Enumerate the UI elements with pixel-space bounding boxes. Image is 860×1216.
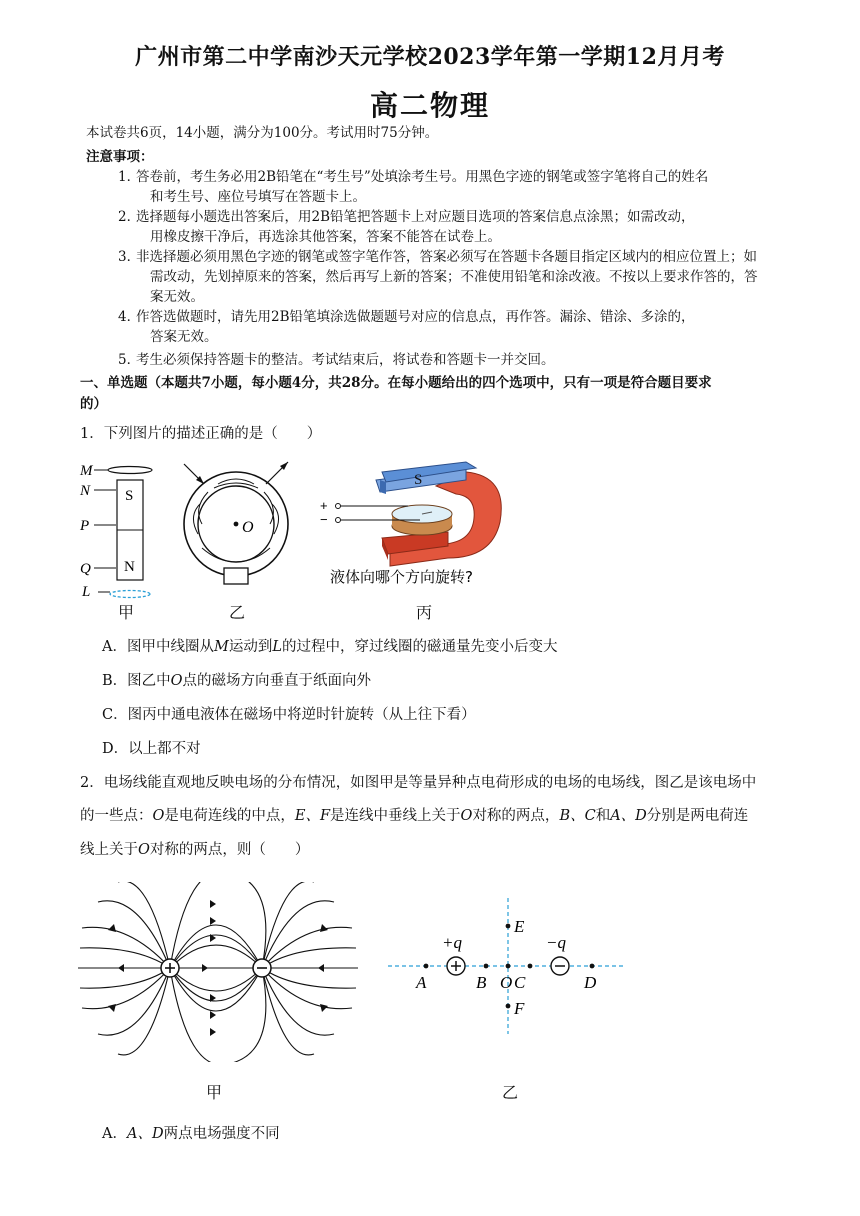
label-a: A xyxy=(416,973,427,992)
pole-n: N xyxy=(124,559,135,575)
label-p: P xyxy=(80,518,90,534)
option-text: 图丙中通电液体在磁场中将逆时针旋转（从上往下看） xyxy=(127,707,476,723)
label-m: M xyxy=(80,463,93,479)
option-label: A． xyxy=(102,639,127,655)
q1-option-a xyxy=(102,637,557,657)
q2-caption-jia: 甲 xyxy=(206,1083,223,1102)
q2-figure-jia xyxy=(78,882,358,1062)
label-o: O xyxy=(242,519,254,536)
option-text-pre: 图甲中线圈从 xyxy=(126,639,214,655)
label-q: Q xyxy=(80,561,91,577)
q1-figure-bing xyxy=(316,458,516,593)
note-1-line-1: 答卷前，考生务必用2B铅笔在“考生号”处填涂考生号。用黑色字迹的钢笔或签字笔将自己的姓名 xyxy=(136,169,709,185)
label-plus-q: +q xyxy=(442,933,462,952)
option-text-post: 点的磁场方向垂直于纸面向外 xyxy=(182,673,372,689)
note-3-line-2: 需改动，先划掉原来的答案，然后再写上新的答案；不准使用铅笔和涂改液。不按以上要求作答的，答 xyxy=(150,269,758,285)
option-text: 以上都不对 xyxy=(128,741,201,757)
label-c: C xyxy=(514,973,526,992)
section-heading-line-2: 的） xyxy=(80,396,107,412)
note-2-line-1: 选择题每小题选出答案后，用2B铅笔把答题卡上对应题目选项的答案信息点涂黑；如需改动， xyxy=(136,209,695,225)
var-ad: A、D xyxy=(610,808,647,824)
option-label: D． xyxy=(102,741,129,757)
q2-caption-yi: 乙 xyxy=(502,1083,519,1102)
q2-option-a xyxy=(102,1124,280,1144)
note-1-line-2: 和考生号、座位号填写在答题卡上。 xyxy=(150,189,366,205)
note-3-line-3: 案无效。 xyxy=(150,289,204,305)
terminal-minus: − xyxy=(320,512,328,527)
label-l: L xyxy=(82,584,91,600)
option-text-pre: 图乙中 xyxy=(127,673,171,689)
section-heading-line-1: 一、单选题（本题共7小题，每小题4分，共28分。在每小题给出的四个选项中，只有一项是符合题目要求 xyxy=(80,375,712,391)
var-ad: A、D xyxy=(126,1126,164,1142)
var-l: L xyxy=(272,639,282,655)
option-text-post: 的过程中，穿过线圈的磁通量先变小后变大 xyxy=(281,639,558,655)
text: 对称的两点， xyxy=(472,808,560,824)
school-title: 广州市第二中学南沙天元学校2023学年第一学期12月月考 xyxy=(135,44,725,70)
subject-title: 高二物理 xyxy=(369,89,490,122)
text: 线上关于 xyxy=(80,842,138,858)
note-1-num: 1． xyxy=(118,169,141,185)
label-b: B xyxy=(476,973,487,992)
text: 分别是两电荷连 xyxy=(646,808,749,824)
coil-ring xyxy=(108,467,152,474)
option-text: 两点电场强度不同 xyxy=(163,1126,280,1142)
q1-option-d xyxy=(102,739,201,759)
var-ef: E、F xyxy=(294,808,331,824)
q1-figure-jia xyxy=(76,458,166,618)
q1-caption-yi: 乙 xyxy=(229,603,246,622)
pole-s: S xyxy=(125,488,134,504)
label-o: O xyxy=(500,973,513,992)
note-4-line-1: 作答选做题时，请先用2B铅笔填涂选做题题号对应的信息点，再作答。漏涂、错涂、多涂的， xyxy=(136,309,695,325)
note-5-num: 5． xyxy=(118,352,141,368)
label-f: F xyxy=(514,999,525,1018)
q1-option-b xyxy=(102,671,371,691)
text: 是连线中垂线上关于 xyxy=(330,808,461,824)
q2-stem-line-2 xyxy=(80,806,748,826)
var-m: M xyxy=(213,639,229,655)
note-5-line-1: 考生必须保持答题卡的整洁。考试结束后，将试卷和答题卡一并交回。 xyxy=(136,352,555,368)
label-n: N xyxy=(80,483,91,499)
option-label: B． xyxy=(102,673,128,689)
note-4-num: 4． xyxy=(118,309,141,325)
option-text-mid: 运动到 xyxy=(228,639,273,655)
note-3-line-1: 非选择题必须用黑色字迹的钢笔或签字笔作答，答案必须写在答题卡各题目指定区域内的相应位置上；如 xyxy=(136,249,757,265)
label-d: D xyxy=(584,973,597,992)
text: 是电荷连线的中点， xyxy=(164,808,295,824)
note-2-num: 2． xyxy=(118,209,141,225)
point-o xyxy=(234,522,239,527)
q2-stem-line-1: 2．电场线能直观地反映电场的分布情况，如图甲是等量异种点电荷形成的电场的电场线，图乙是该电场中 xyxy=(80,775,757,791)
label-e: E xyxy=(514,917,525,936)
magnet-pole-s: S xyxy=(414,472,423,488)
coil-ring-dashed xyxy=(110,591,150,598)
label-minus-q: −q xyxy=(546,933,566,952)
var-o: O xyxy=(170,673,183,689)
q1-caption-bing: 丙 xyxy=(416,603,433,622)
q1-caption-jia: 甲 xyxy=(118,603,135,622)
notes-heading: 注意事项： xyxy=(86,149,154,165)
option-label: C． xyxy=(102,707,128,723)
note-4-line-2: 答案无效。 xyxy=(150,329,218,345)
liquid-question: 液体向哪个方向旋转? xyxy=(330,568,473,586)
q2-figure-yi xyxy=(386,894,632,1044)
exam-intro: 本试卷共6页，14小题，满分为100分。考试用时75分钟。 xyxy=(86,125,439,141)
text: 和 xyxy=(595,808,611,824)
q1-figure-yi xyxy=(178,458,298,593)
var-o: O xyxy=(460,808,473,824)
note-3-num: 3． xyxy=(118,249,141,265)
option-label: A． xyxy=(102,1126,127,1142)
q2-stem-line-3 xyxy=(80,840,309,860)
var-o: O xyxy=(152,808,165,824)
q1-stem: 1．下列图片的描述正确的是（ ） xyxy=(80,426,322,442)
q1-option-c xyxy=(102,705,476,725)
var-bc: B、C xyxy=(559,808,596,824)
var-o: O xyxy=(138,842,150,858)
note-2-line-2: 用橡皮擦干净后，再选涂其他答案，答案不能答在试卷上。 xyxy=(150,229,501,245)
text: 对称的两点，则（ ） xyxy=(149,842,310,858)
text: 的一些点： xyxy=(80,808,153,824)
terminal-plus: + xyxy=(320,498,328,513)
